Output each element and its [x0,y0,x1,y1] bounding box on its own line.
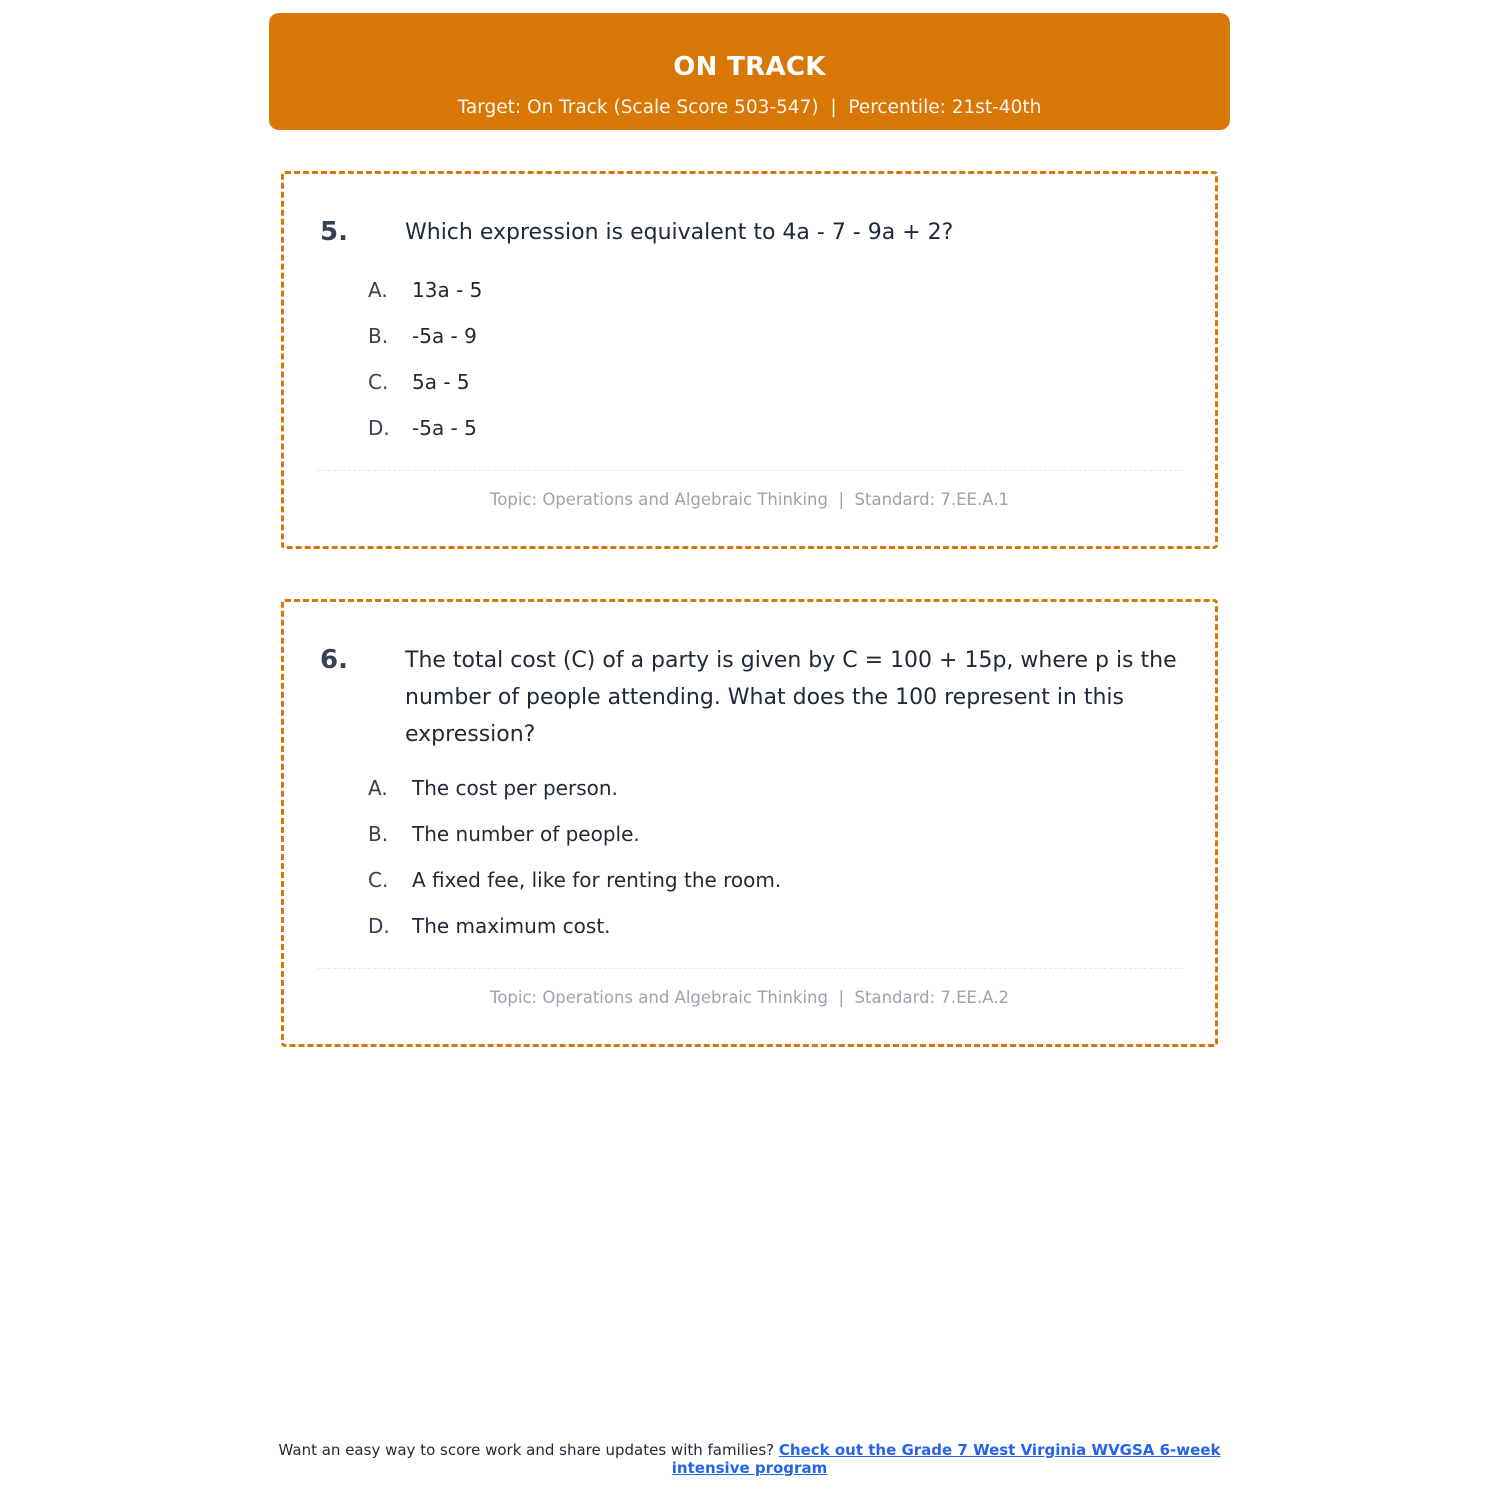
divider [318,470,1182,471]
option-text: -5a - 9 [412,324,477,348]
option-letter: B. [368,822,389,846]
footer-prompt: Want an easy way to score work and share updates with families? [278,1441,779,1459]
answer-options [368,267,482,451]
question-metadata: Topic: Operations and Algebraic Thinking | Standard: 7.EE.A.2 [490,988,1009,1007]
option-letter: D. [368,914,390,938]
option-letter: C. [368,370,389,394]
option-letter: D. [368,416,390,440]
answer-option-c[interactable] [368,359,482,405]
banner-subtitle: Target: On Track (Scale Score 503-547) | Percentile: 21st-40th [457,97,1042,118]
option-text: The cost per person. [412,776,618,800]
answer-option-a[interactable] [368,267,482,313]
question-text: Which expression is equivalent to 4a - 7 - 9a + 2? [405,220,954,245]
answer-option-c[interactable] [368,857,781,903]
option-letter: A. [368,776,388,800]
option-text: 13a - 5 [412,278,483,302]
question-number: 5. [320,217,348,247]
footer-promo [269,1441,1230,1477]
option-letter: C. [368,868,389,892]
option-letter: A. [368,278,388,302]
answer-option-d[interactable] [368,903,781,949]
option-text: -5a - 5 [412,416,477,440]
question-metadata: Topic: Operations and Algebraic Thinking | Standard: 7.EE.A.1 [490,490,1009,509]
option-text: The maximum cost. [412,914,611,938]
option-text: The number of people. [412,822,640,846]
question-text: The total cost (C) of a party is given by C = 100 + 15p, where p is the number of people attending. What does the 100 represent in this expression? [405,648,1177,747]
answer-option-a[interactable] [368,765,781,811]
option-text: A fixed fee, like for renting the room. [412,868,782,892]
performance-level-banner [269,13,1230,130]
divider [318,968,1182,969]
answer-option-b[interactable] [368,313,482,359]
question-number: 6. [320,645,348,675]
option-text: 5a - 5 [412,370,470,394]
program-link[interactable]: Check out the Grade 7 West Virginia WVGSA 6-week intensive program [671,1441,1221,1477]
banner-title: ON TRACK [673,52,826,82]
question-card-6 [281,599,1218,1047]
answer-option-b[interactable] [368,811,781,857]
option-letter: B. [368,324,389,348]
question-card-5 [281,171,1218,549]
answer-option-d[interactable] [368,405,482,451]
answer-options [368,765,781,949]
